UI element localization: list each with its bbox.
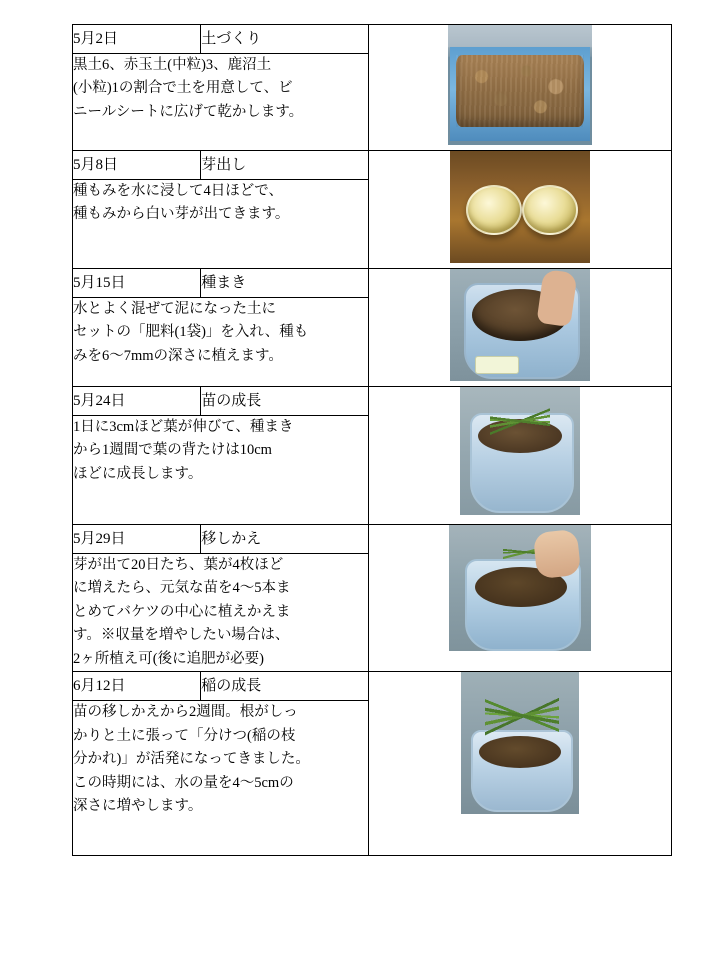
- date-cell: 6月12日: [73, 672, 201, 701]
- photo-cell: [369, 525, 672, 672]
- date-cell: 5月15日: [73, 269, 201, 298]
- description-cell: 黒土6、赤玉土(中粒)3、鹿沼土 (小粒)1の割合で土を用意して、ビ ニールシートに広げて乾かします。: [73, 54, 369, 151]
- photo-cell: [369, 25, 672, 151]
- description-cell: 苗の移しかえから2週間。根がしっ かりと土に張って「分けつ(稲の枝 分かれ)」が活発になってきました。 この時期には、水の量を4〜5cmの 深さに増やします。: [73, 701, 369, 856]
- task-cell: 稲の成長: [201, 672, 369, 701]
- description-cell: 芽が出て20日たち、葉が4枚ほど に増えたら、元気な苗を4〜5本ま とめてバケツの中心に植えかえま す。※収量を増やしたい場合は、 2ヶ所植え可(後に追肥が必要): [73, 554, 369, 672]
- rice-growing-diary-table: [72, 24, 672, 856]
- table-row: [73, 25, 672, 54]
- hand-sowing-seeds-in-bucket-photo: [450, 269, 590, 381]
- table-row: [73, 151, 672, 180]
- photo-cell: [369, 151, 672, 269]
- table-row: [73, 387, 672, 416]
- table-row: [73, 269, 672, 298]
- seedlings-growing-in-bucket-photo: [460, 387, 580, 515]
- date-cell: 5月8日: [73, 151, 201, 180]
- photo-cell: [369, 672, 672, 856]
- table-row: [73, 672, 672, 701]
- grown-rice-plant-in-bucket-photo: [461, 672, 579, 814]
- date-cell: 5月24日: [73, 387, 201, 416]
- date-cell: 5月2日: [73, 25, 201, 54]
- description-cell: 水とよく混ぜて泥になった土に セットの「肥料(1袋)」を入れ、種も みを6〜7mmの深さに植えます。: [73, 298, 369, 387]
- task-cell: 芽出し: [201, 151, 369, 180]
- task-cell: 土づくり: [201, 25, 369, 54]
- photo-cell: [369, 387, 672, 525]
- soil-on-vinyl-sheet-photo: [448, 25, 592, 145]
- date-cell: 5月29日: [73, 525, 201, 554]
- task-cell: 種まき: [201, 269, 369, 298]
- task-cell: 苗の成長: [201, 387, 369, 416]
- table-row: [73, 525, 672, 554]
- description-cell: 1日に3cmほど葉が伸びて、種まき から1週間で葉の背たけは10cm ほどに成長します。: [73, 416, 369, 525]
- hand-transplanting-seedlings-photo: [449, 525, 591, 651]
- photo-cell: [369, 269, 672, 387]
- two-bowls-of-soaking-seeds-photo: [450, 151, 590, 263]
- description-cell: 種もみを水に浸して4日ほどで、 種もみから白い芽が出てきます。: [73, 180, 369, 269]
- task-cell: 移しかえ: [201, 525, 369, 554]
